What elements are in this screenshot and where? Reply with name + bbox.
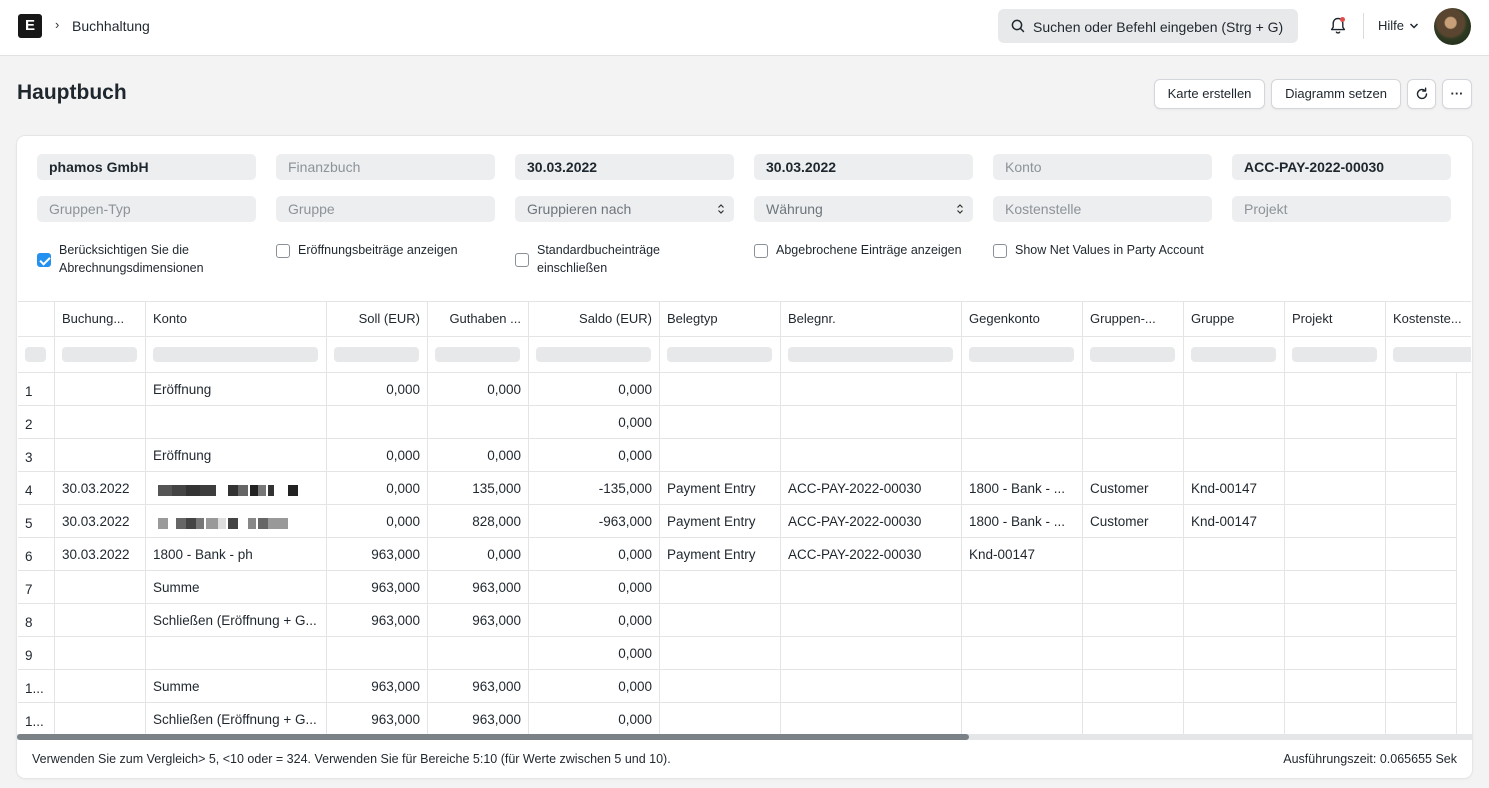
- redacted-text: [258, 485, 266, 496]
- net-values-checkbox[interactable]: [993, 244, 1007, 258]
- voucher-no-field[interactable]: ACC-PAY-2022-00030: [1232, 154, 1451, 180]
- cell-posting-date[interactable]: [55, 373, 146, 406]
- table-row[interactable]: [18, 604, 1457, 637]
- cell-voucher-type[interactable]: [660, 406, 781, 439]
- navbar: [0, 0, 1489, 56]
- column-filter-balance[interactable]: [529, 337, 660, 373]
- column-filter-voucher-type[interactable]: [660, 337, 781, 373]
- cell-voucher-no[interactable]: [781, 604, 962, 637]
- cell-account[interactable]: Eröffnung: [146, 439, 327, 472]
- more-button[interactable]: ···: [1442, 79, 1472, 109]
- cell-against-account[interactable]: Knd-00147: [962, 538, 1083, 571]
- cell-posting-date[interactable]: [55, 604, 146, 637]
- party-type-field[interactable]: Gruppen-Typ: [37, 196, 256, 222]
- cell-project[interactable]: [1285, 604, 1386, 637]
- redacted-text: [268, 485, 274, 496]
- cell-debit[interactable]: [327, 637, 428, 670]
- cell-party-type[interactable]: [1083, 637, 1184, 670]
- filter-input[interactable]: [667, 347, 772, 362]
- cell-debit[interactable]: 963,000: [327, 571, 428, 604]
- cell-balance[interactable]: 0,000: [529, 406, 660, 439]
- column-filter-account[interactable]: [146, 337, 327, 373]
- column-header-debit[interactable]: Soll (EUR): [327, 302, 428, 337]
- cell-account[interactable]: 1800 - Bank - ph: [146, 538, 327, 571]
- group-by-select-value: Gruppieren nach: [527, 201, 632, 217]
- cell-debit[interactable]: 0,000: [327, 472, 428, 505]
- column-filter-party[interactable]: [1184, 337, 1285, 373]
- cell-party-type[interactable]: [1083, 670, 1184, 703]
- column-header-party-type[interactable]: Gruppen-...: [1083, 302, 1184, 337]
- to-date-field[interactable]: 30.03.2022: [754, 154, 973, 180]
- scrollbar-thumb[interactable]: [17, 734, 969, 740]
- table-row[interactable]: [18, 472, 1457, 505]
- column-filter-voucher-no[interactable]: [781, 337, 962, 373]
- cell-credit[interactable]: 963,000: [428, 670, 529, 703]
- redacted-text: [218, 518, 226, 529]
- cell-voucher-no[interactable]: [781, 439, 962, 472]
- cell-party-type[interactable]: [1083, 571, 1184, 604]
- cell-posting-date[interactable]: [55, 439, 146, 472]
- redacted-text: [258, 518, 268, 529]
- cell-row-index: 6: [18, 538, 55, 571]
- filter-row: [18, 337, 1471, 373]
- cell-account[interactable]: Schließen (Eröffnung + G...: [146, 604, 327, 637]
- cell-balance[interactable]: 0,000: [529, 571, 660, 604]
- help-menu[interactable]: Hilfe: [1378, 18, 1405, 33]
- cell-party-type[interactable]: [1083, 604, 1184, 637]
- horizontal-scrollbar[interactable]: [17, 734, 1472, 740]
- cell-row-index: 1...: [18, 703, 55, 736]
- report-card: [17, 136, 1472, 778]
- table-row[interactable]: [18, 406, 1457, 439]
- search-icon: [1010, 18, 1026, 34]
- cell-debit[interactable]: 0,000: [327, 505, 428, 538]
- column-header-cost-center[interactable]: Kostenste...: [1386, 302, 1471, 337]
- column-header-posting-date[interactable]: Buchung...: [55, 302, 146, 337]
- cell-cost-center[interactable]: [1386, 571, 1457, 604]
- cell-against-account[interactable]: [962, 604, 1083, 637]
- chevron-right-icon: ›: [55, 17, 60, 32]
- cell-debit[interactable]: 963,000: [327, 670, 428, 703]
- cell-credit[interactable]: [428, 406, 529, 439]
- cell-party-type[interactable]: [1083, 373, 1184, 406]
- cell-project[interactable]: [1285, 571, 1386, 604]
- cell-cost-center[interactable]: [1386, 703, 1457, 736]
- cell-party[interactable]: [1184, 538, 1285, 571]
- redacted-text: [200, 485, 216, 496]
- cell-party-type[interactable]: [1083, 439, 1184, 472]
- group-by-select[interactable]: [515, 196, 734, 222]
- cell-against-account[interactable]: 1800 - Bank - ...: [962, 505, 1083, 538]
- cell-project[interactable]: [1285, 703, 1386, 736]
- default-entries-checkbox[interactable]: [515, 253, 529, 267]
- cell-cost-center[interactable]: [1386, 406, 1457, 439]
- cell-posting-date[interactable]: [55, 637, 146, 670]
- column-filter-project[interactable]: [1285, 337, 1386, 373]
- set-chart-button[interactable]: Diagramm setzen: [1271, 79, 1401, 109]
- filter-input[interactable]: [1090, 347, 1175, 362]
- redacted-text: [248, 518, 256, 529]
- cell-row-index: 1: [18, 373, 55, 406]
- select-arrows-icon: [717, 203, 725, 215]
- redacted-text: [196, 518, 204, 529]
- cell-credit[interactable]: 0,000: [428, 373, 529, 406]
- cell-account[interactable]: Schließen (Eröffnung + G...: [146, 703, 327, 736]
- cell-cost-center[interactable]: [1386, 472, 1457, 505]
- cell-credit[interactable]: 135,000: [428, 472, 529, 505]
- filter-input[interactable]: [334, 347, 419, 362]
- filter-input[interactable]: [1292, 347, 1377, 362]
- cost-center-field[interactable]: Kostenstelle: [993, 196, 1212, 222]
- party-field[interactable]: Gruppe: [276, 196, 495, 222]
- cell-against-account[interactable]: 1800 - Bank - ...: [962, 472, 1083, 505]
- cell-party-type[interactable]: Customer: [1083, 472, 1184, 505]
- column-header-voucher-type[interactable]: Belegtyp: [660, 302, 781, 337]
- cell-party[interactable]: [1184, 637, 1285, 670]
- column-header-voucher-no[interactable]: Belegnr.: [781, 302, 962, 337]
- currency-select[interactable]: [754, 196, 973, 222]
- table-row[interactable]: [18, 637, 1457, 670]
- create-card-button[interactable]: Karte erstellen: [1154, 79, 1265, 109]
- table-row[interactable]: [18, 538, 1457, 571]
- cell-against-account[interactable]: [962, 703, 1083, 736]
- cell-party[interactable]: Knd-00147: [1184, 472, 1285, 505]
- redacted-text: [172, 485, 186, 496]
- cell-voucher-type[interactable]: [660, 604, 781, 637]
- cell-cost-center[interactable]: [1386, 670, 1457, 703]
- cell-cost-center[interactable]: [1386, 373, 1457, 406]
- cell-project[interactable]: [1285, 538, 1386, 571]
- finance-book-field[interactable]: Finanzbuch: [276, 154, 495, 180]
- table-row[interactable]: [18, 670, 1457, 703]
- cell-voucher-no[interactable]: ACC-PAY-2022-00030: [781, 505, 962, 538]
- column-filter-credit[interactable]: [428, 337, 529, 373]
- redacted-text: [176, 518, 186, 529]
- redacted-text: [238, 485, 248, 496]
- cell-project[interactable]: [1285, 637, 1386, 670]
- cell-account[interactable]: [146, 406, 327, 439]
- cancelled-entries-checkbox[interactable]: [754, 244, 768, 258]
- filter-input[interactable]: [62, 347, 137, 362]
- table-row[interactable]: [18, 505, 1457, 538]
- table-row[interactable]: [18, 703, 1457, 736]
- cell-voucher-no[interactable]: [781, 670, 962, 703]
- cell-voucher-type[interactable]: [660, 373, 781, 406]
- table-row[interactable]: [18, 571, 1457, 604]
- cell-balance[interactable]: 0,000: [529, 670, 660, 703]
- cell-voucher-no[interactable]: [781, 571, 962, 604]
- chevron-down-icon[interactable]: [1409, 22, 1419, 30]
- filter-input[interactable]: [1393, 347, 1471, 362]
- filter-input[interactable]: [435, 347, 520, 362]
- cell-voucher-type[interactable]: Payment Entry: [660, 472, 781, 505]
- cell-party-type[interactable]: [1083, 703, 1184, 736]
- cell-party[interactable]: [1184, 670, 1285, 703]
- cell-cost-center[interactable]: [1386, 604, 1457, 637]
- cell-voucher-no[interactable]: ACC-PAY-2022-00030: [781, 538, 962, 571]
- cell-account[interactable]: Eröffnung: [146, 373, 327, 406]
- table-row[interactable]: [18, 439, 1457, 472]
- cell-project[interactable]: [1285, 406, 1386, 439]
- cell-voucher-type[interactable]: Payment Entry: [660, 538, 781, 571]
- column-header-credit[interactable]: Guthaben ...: [428, 302, 529, 337]
- column-filter-debit[interactable]: [327, 337, 428, 373]
- cell-balance[interactable]: -135,000: [529, 472, 660, 505]
- cell-balance[interactable]: 0,000: [529, 439, 660, 472]
- app-logo[interactable]: E: [18, 14, 42, 38]
- table-header: [18, 302, 1471, 337]
- filter-input[interactable]: [153, 347, 318, 362]
- cell-voucher-no[interactable]: [781, 373, 962, 406]
- cell-account[interactable]: Summe: [146, 571, 327, 604]
- cell-row-index: 4: [18, 472, 55, 505]
- opening-entries-checkbox[interactable]: [276, 244, 290, 258]
- column-header-party[interactable]: Gruppe: [1184, 302, 1285, 337]
- execution-time: Ausführungszeit: 0.065655 Sek: [1283, 752, 1457, 766]
- cell-balance[interactable]: 0,000: [529, 538, 660, 571]
- cell-cost-center[interactable]: [1386, 505, 1457, 538]
- cell-posting-date[interactable]: [55, 406, 146, 439]
- cell-project[interactable]: [1285, 505, 1386, 538]
- cell-voucher-type[interactable]: [660, 637, 781, 670]
- redacted-text: [186, 485, 200, 496]
- cell-against-account[interactable]: [962, 571, 1083, 604]
- cancelled-entries-label: Abgebrochene Einträge anzeigen: [776, 243, 962, 257]
- redacted-text: [268, 518, 288, 529]
- cell-posting-date[interactable]: [55, 571, 146, 604]
- cell-account[interactable]: Summe: [146, 670, 327, 703]
- search-placeholder: Suchen oder Befehl eingeben (Strg + G): [1033, 19, 1284, 35]
- divider: [1363, 13, 1364, 39]
- cell-cost-center[interactable]: [1386, 637, 1457, 670]
- cell-balance[interactable]: 0,000: [529, 604, 660, 637]
- refresh-icon: [1415, 87, 1429, 101]
- cell-project[interactable]: [1285, 439, 1386, 472]
- cell-against-account[interactable]: [962, 373, 1083, 406]
- refresh-button[interactable]: [1407, 79, 1436, 109]
- opening-entries-label: Eröffnungsbeiträge anzeigen: [298, 243, 458, 257]
- cell-party[interactable]: [1184, 373, 1285, 406]
- redacted-text: [228, 485, 238, 496]
- cell-voucher-no[interactable]: [781, 406, 962, 439]
- cell-voucher-type[interactable]: [660, 670, 781, 703]
- cell-row-index: 2: [18, 406, 55, 439]
- cell-voucher-type[interactable]: [660, 703, 781, 736]
- filter-input[interactable]: [788, 347, 953, 362]
- cell-debit[interactable]: 0,000: [327, 439, 428, 472]
- cell-debit[interactable]: 963,000: [327, 538, 428, 571]
- cell-party[interactable]: [1184, 406, 1285, 439]
- redacted-text: [288, 485, 298, 496]
- company-field[interactable]: phamos GmbH: [37, 154, 256, 180]
- avatar[interactable]: [1434, 8, 1471, 45]
- from-date-field[interactable]: 30.03.2022: [515, 154, 734, 180]
- cell-voucher-no[interactable]: [781, 703, 962, 736]
- cell-cost-center[interactable]: [1386, 439, 1457, 472]
- table-row[interactable]: [18, 373, 1457, 406]
- redacted-text: [206, 518, 218, 529]
- cell-posting-date[interactable]: 30.03.2022: [55, 472, 146, 505]
- filter-input[interactable]: [25, 347, 46, 362]
- ledger-table: [18, 301, 1471, 741]
- cell-posting-date[interactable]: [55, 703, 146, 736]
- net-values-label: Show Net Values in Party Account: [1015, 243, 1204, 257]
- cell-row-index: 5: [18, 505, 55, 538]
- accounting-dimensions-checkbox[interactable]: [37, 253, 51, 267]
- cell-account[interactable]: [146, 637, 327, 670]
- cell-party-type[interactable]: [1083, 538, 1184, 571]
- cell-against-account[interactable]: [962, 637, 1083, 670]
- column-filter-row-index[interactable]: [18, 337, 55, 373]
- redacted-text: [158, 518, 168, 529]
- cell-cost-center[interactable]: [1386, 538, 1457, 571]
- cell-balance[interactable]: 0,000: [529, 703, 660, 736]
- redacted-text: [158, 485, 172, 496]
- cell-voucher-type[interactable]: Payment Entry: [660, 505, 781, 538]
- page-title: Hauptbuch: [17, 81, 127, 104]
- notification-dot: [1340, 17, 1345, 22]
- cell-credit[interactable]: [428, 637, 529, 670]
- cell-voucher-no[interactable]: ACC-PAY-2022-00030: [781, 472, 962, 505]
- cell-credit[interactable]: 963,000: [428, 604, 529, 637]
- select-arrows-icon: [956, 203, 964, 215]
- cell-party[interactable]: [1184, 703, 1285, 736]
- cell-project[interactable]: [1285, 472, 1386, 505]
- redacted-text: [228, 518, 238, 529]
- search-bar[interactable]: [998, 9, 1298, 43]
- filter-input[interactable]: [536, 347, 651, 362]
- cell-debit[interactable]: 963,000: [327, 604, 428, 637]
- column-header-row-index[interactable]: [18, 302, 55, 337]
- column-header-against-account[interactable]: Gegenkonto: [962, 302, 1083, 337]
- accounting-dimensions-label: Berücksichtigen Sie die Abrechnungsdimensionen: [59, 243, 204, 275]
- filter-input[interactable]: [1191, 347, 1276, 362]
- bell-icon[interactable]: [1328, 16, 1348, 36]
- cell-against-account[interactable]: [962, 670, 1083, 703]
- cell-credit[interactable]: 0,000: [428, 538, 529, 571]
- filter-input[interactable]: [969, 347, 1074, 362]
- default-entries-label: Standardbucheinträge einschließen: [537, 243, 661, 275]
- column-filter-posting-date[interactable]: [55, 337, 146, 373]
- cell-party[interactable]: [1184, 604, 1285, 637]
- cell-credit[interactable]: 0,000: [428, 439, 529, 472]
- cell-debit[interactable]: 0,000: [327, 373, 428, 406]
- column-filter-against-account[interactable]: [962, 337, 1083, 373]
- cell-posting-date[interactable]: 30.03.2022: [55, 538, 146, 571]
- currency-select-value: Währung: [766, 201, 823, 217]
- cell-balance[interactable]: 0,000: [529, 373, 660, 406]
- cell-posting-date[interactable]: 30.03.2022: [55, 505, 146, 538]
- breadcrumb-buchhaltung[interactable]: Buchhaltung: [72, 18, 150, 34]
- cell-row-index: 9: [18, 637, 55, 670]
- redacted-text: [186, 518, 196, 529]
- filter-help-text: Verwenden Sie zum Vergleich> 5, <10 oder = 324. Verwenden Sie für Bereiche 5:10 (für Werte zwischen 5 und 10).: [32, 752, 671, 766]
- cell-party[interactable]: Knd-00147: [1184, 505, 1285, 538]
- column-filter-cost-center[interactable]: [1386, 337, 1471, 373]
- cell-debit[interactable]: 963,000: [327, 703, 428, 736]
- cell-voucher-type[interactable]: [660, 439, 781, 472]
- cell-party[interactable]: [1184, 571, 1285, 604]
- column-header-project[interactable]: Projekt: [1285, 302, 1386, 337]
- cell-balance[interactable]: -963,000: [529, 505, 660, 538]
- column-header-balance[interactable]: Saldo (EUR): [529, 302, 660, 337]
- cell-credit[interactable]: 963,000: [428, 703, 529, 736]
- column-header-account[interactable]: Konto: [146, 302, 327, 337]
- cell-voucher-type[interactable]: [660, 571, 781, 604]
- cell-project[interactable]: [1285, 670, 1386, 703]
- cell-credit[interactable]: 963,000: [428, 571, 529, 604]
- cell-against-account[interactable]: [962, 439, 1083, 472]
- cell-against-account[interactable]: [962, 406, 1083, 439]
- column-filter-party-type[interactable]: [1083, 337, 1184, 373]
- cell-debit[interactable]: [327, 406, 428, 439]
- project-field[interactable]: Projekt: [1232, 196, 1451, 222]
- cell-row-index: 3: [18, 439, 55, 472]
- cell-party[interactable]: [1184, 439, 1285, 472]
- cell-party-type[interactable]: [1083, 406, 1184, 439]
- cell-voucher-no[interactable]: [781, 637, 962, 670]
- cell-party-type[interactable]: Customer: [1083, 505, 1184, 538]
- cell-row-index: 1...: [18, 670, 55, 703]
- cell-credit[interactable]: 828,000: [428, 505, 529, 538]
- account-field[interactable]: Konto: [993, 154, 1212, 180]
- cell-row-index: 8: [18, 604, 55, 637]
- cell-balance[interactable]: 0,000: [529, 637, 660, 670]
- cell-project[interactable]: [1285, 373, 1386, 406]
- cell-posting-date[interactable]: [55, 670, 146, 703]
- cell-row-index: 7: [18, 571, 55, 604]
